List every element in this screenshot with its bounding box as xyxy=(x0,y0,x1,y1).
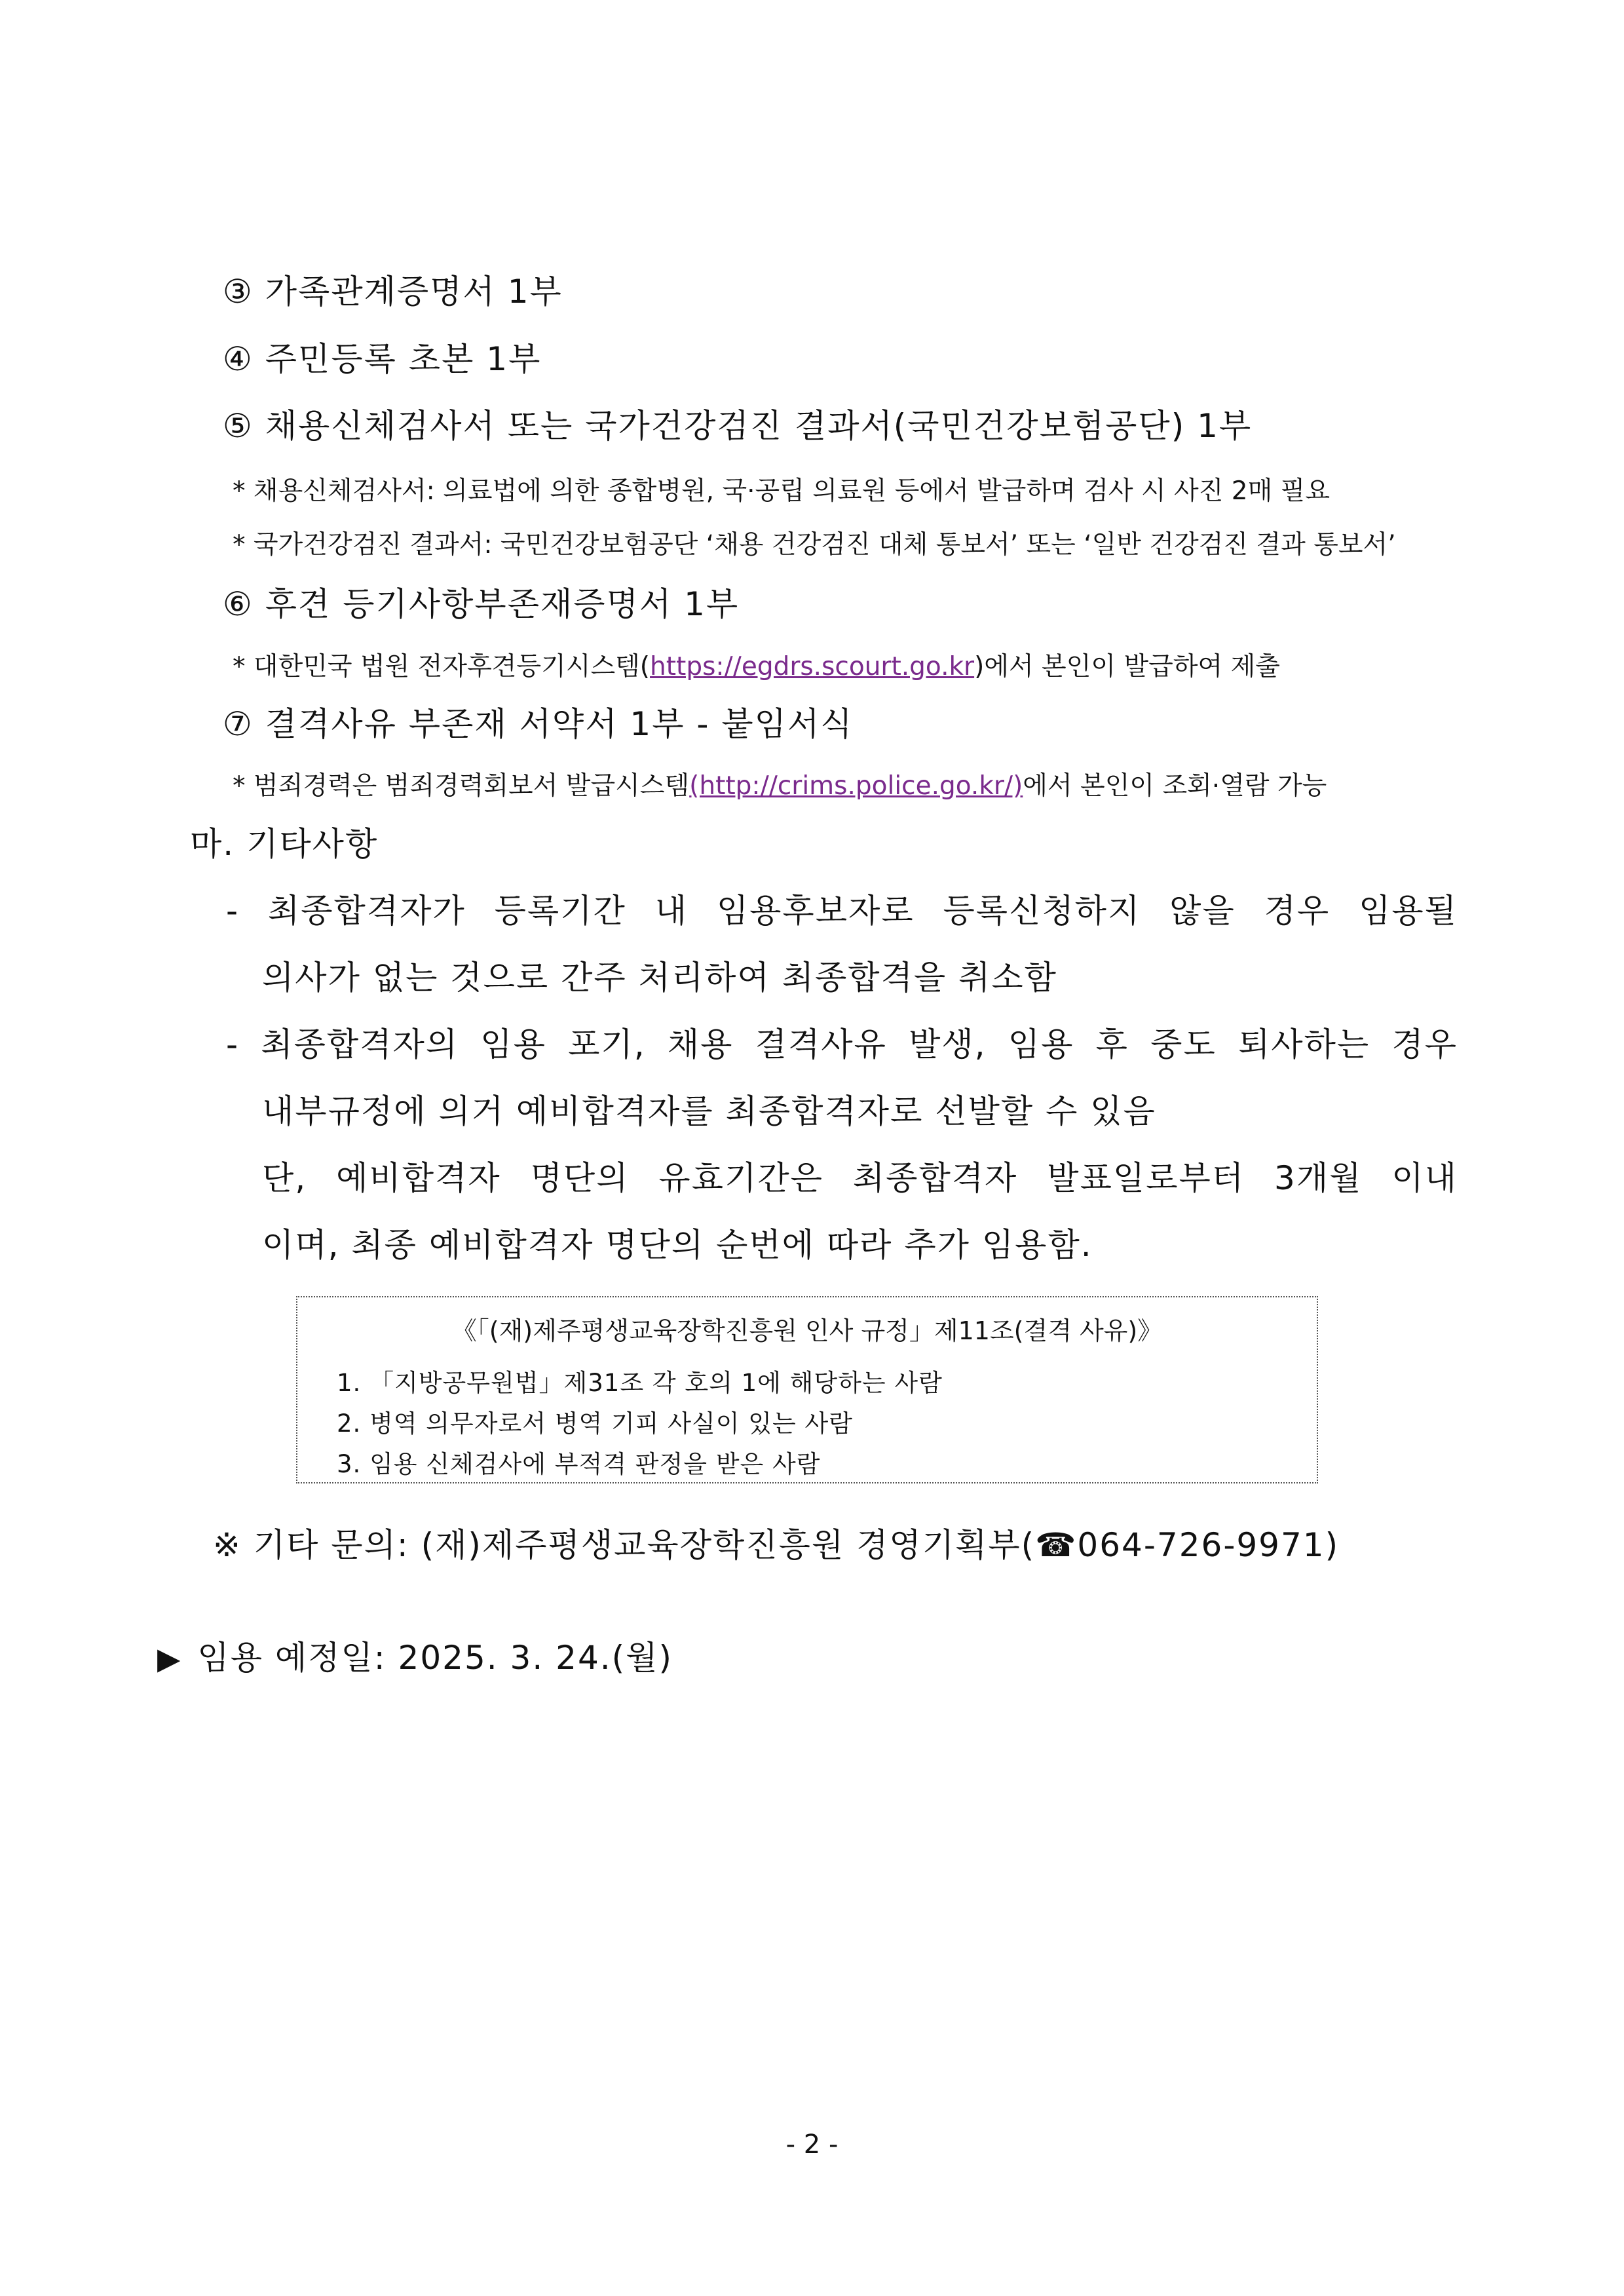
appointment-date-text: 임용 예정일: 2025. 3. 24.(월) xyxy=(197,1639,673,1677)
regulation-item-2: 2. 병역 의무자로서 병역 기피 사실이 있는 사람 xyxy=(337,1409,853,1438)
doc-item-5: ⑤ 채용신체검사서 또는 국가건강검진 결과서(국민건강보험공단) 1부 xyxy=(223,407,1253,445)
doc-item-4: ④ 주민등록 초본 1부 xyxy=(223,340,542,378)
section-ma-p2-line2: 내부규정에 의거 예비합격자를 최종합격자로 선발할 수 있음 xyxy=(262,1092,1156,1130)
regulation-item-1: 1. 「지방공무원법」제31조 각 호의 1에 해당하는 사람 xyxy=(337,1369,943,1397)
doc-item-6: ⑥ 후견 등기사항부존재증명서 1부 xyxy=(223,585,740,623)
note-item-7-suffix: 에서 본인이 조회·열람 가능 xyxy=(1023,771,1327,801)
contact-info: ※ 기타 문의: (재)제주평생교육장학진흥원 경영기획부(☎064-726-9971) xyxy=(213,1526,1340,1564)
note-item-7 xyxy=(233,765,1327,802)
section-ma-p1-line2: 의사가 없는 것으로 간주 처리하여 최종합격을 취소함 xyxy=(262,959,1057,997)
note-item-6-prefix: * 대한민국 법원 전자후견등기시스템( xyxy=(233,652,651,681)
section-ma-p1-line1: - 최종합격자가 등록기간 내 임용후보자로 등록신청하지 않을 경우 임용될 xyxy=(226,892,1458,930)
triangle-bullet-icon: ▶ xyxy=(157,1641,182,1676)
section-ma-p2-line3: 단, 예비합격자 명단의 유효기간은 최종합격자 발표일로부터 3개월 이내 xyxy=(262,1159,1458,1197)
regulation-box xyxy=(296,1296,1318,1483)
doc-item-3: ③ 가족관계증명서 1부 xyxy=(223,273,563,311)
crims-link[interactable]: (http://crims.police.go.kr/) xyxy=(689,771,1023,801)
page-number: - 2 - xyxy=(785,2130,839,2160)
note-item-5a: * 채용신체검사서: 의료법에 의한 종합병원, 국·공립 의료원 등에서 발급하며 검사 시 사진 2매 필요 xyxy=(233,476,1331,506)
section-ma-p2-line1: - 최종합격자의 임용 포기, 채용 결격사유 발생, 임용 후 중도 퇴사하는 경우 xyxy=(226,1025,1458,1063)
regulation-item-3: 3. 임용 신체검사에 부적격 판정을 받은 사람 xyxy=(337,1450,821,1478)
note-item-5b: * 국가건강검진 결과서: 국민건강보험공단 ‘채용 건강검진 대체 통보서’ 또는 ‘일반 건강검진 결과 통보서’ xyxy=(233,530,1396,560)
section-ma-p2-line4: 이며, 최종 예비합격자 명단의 순번에 따라 추가 임용함. xyxy=(262,1226,1093,1264)
note-item-6 xyxy=(233,646,1280,683)
appointment-date xyxy=(157,1632,673,1679)
section-ma-heading: 마. 기타사항 xyxy=(190,825,379,863)
doc-item-7: ⑦ 결격사유 부존재 서약서 1부 - 붙임서식 xyxy=(223,705,854,743)
regulation-box-title: 《「(재)제주평생교육장학진흥원 인사 규정」제11조(결격 사유)》 xyxy=(451,1316,1163,1345)
note-item-7-prefix: * 범죄경력은 범죄경력회보서 발급시스템 xyxy=(233,771,690,801)
egdrs-link[interactable]: https://egdrs.scourt.go.kr xyxy=(650,652,975,681)
note-item-6-suffix: )에서 본인이 발급하여 제출 xyxy=(974,652,1280,681)
